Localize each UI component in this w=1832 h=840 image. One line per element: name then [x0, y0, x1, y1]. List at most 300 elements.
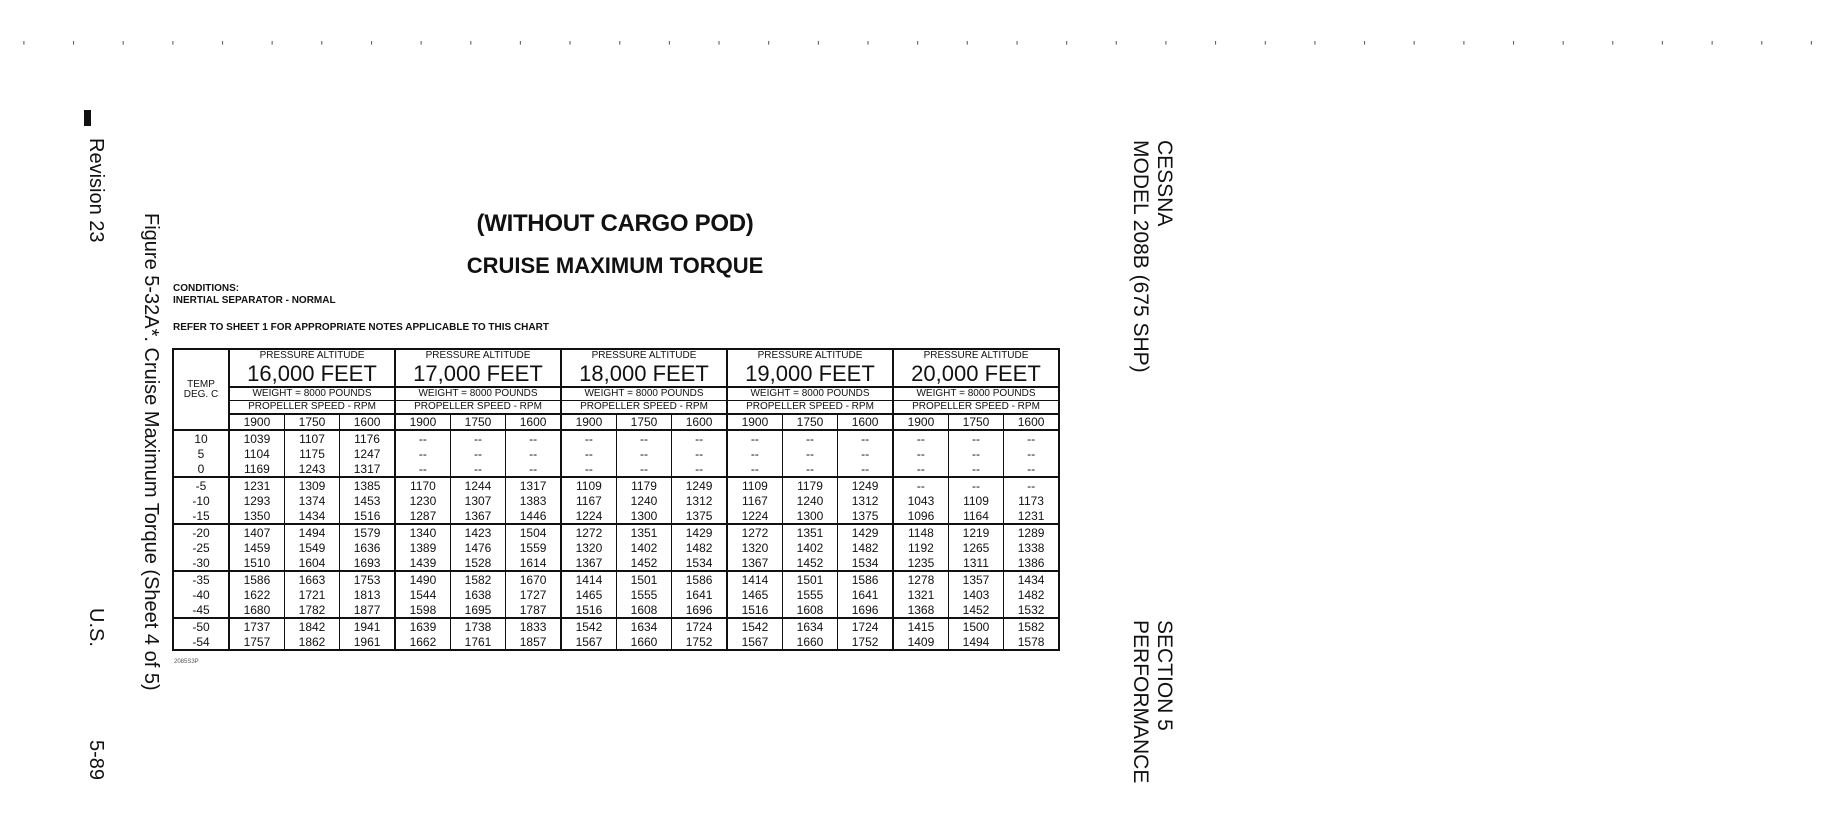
header-row-propeller-speed [173, 401, 1059, 415]
torque-value-cell: 1614 [506, 555, 561, 571]
pressure-altitude-label: PRESSURE ALTITUDE [893, 349, 1059, 362]
torque-value-cell: 1695 [450, 602, 505, 618]
torque-value-cell: 1311 [948, 555, 1003, 571]
temp-header-line2: DEG. C [183, 388, 219, 400]
torque-value-cell: 1857 [506, 634, 561, 650]
torque-value-cell: 1317 [506, 477, 561, 493]
torque-value-cell: 1787 [506, 602, 561, 618]
torque-value-cell: 1249 [838, 477, 893, 493]
torque-value-cell: 1446 [506, 508, 561, 524]
table-row [173, 587, 1059, 602]
torque-value-cell: 1516 [340, 508, 395, 524]
weight-label: WEIGHT = 8000 POUNDS [229, 387, 395, 401]
torque-value-cell: 1559 [506, 540, 561, 555]
torque-value-cell: 1494 [284, 524, 339, 540]
torque-value-cell: 1109 [948, 493, 1003, 508]
cruise-torque-table [172, 348, 1060, 651]
torque-value-cell: 1375 [672, 508, 727, 524]
torque-value-cell: 1287 [395, 508, 450, 524]
torque-value-cell: 1179 [616, 477, 671, 493]
torque-value-cell: 1235 [893, 555, 948, 571]
chart-subtitle: (WITHOUT CARGO POD) [476, 210, 754, 237]
torque-value-cell: 1338 [1004, 540, 1059, 555]
torque-value-cell: -- [1004, 461, 1059, 477]
torque-value-cell: 1414 [561, 571, 616, 587]
torque-value-cell: 1340 [395, 524, 450, 540]
torque-value-cell: 1249 [672, 477, 727, 493]
torque-value-cell: 1272 [561, 524, 616, 540]
rpm-label: 1600 [340, 414, 395, 430]
torque-value-cell: -- [450, 446, 505, 461]
torque-value-cell: -- [616, 430, 671, 446]
torque-value-cell: 1693 [340, 555, 395, 571]
temp-cell: -30 [173, 555, 229, 571]
revision-bar-mark [84, 110, 91, 126]
torque-value-cell: 1582 [1004, 618, 1059, 634]
torque-value-cell: -- [506, 461, 561, 477]
torque-value-cell: 1555 [782, 587, 837, 602]
torque-value-cell: 1724 [672, 618, 727, 634]
torque-value-cell: -- [672, 446, 727, 461]
temp-cell: -20 [173, 524, 229, 540]
torque-value-cell: 1510 [229, 555, 284, 571]
torque-value-cell: 1240 [782, 493, 837, 508]
torque-value-cell: 1528 [450, 555, 505, 571]
temp-cell: -5 [173, 477, 229, 493]
torque-value-cell: 1727 [506, 587, 561, 602]
propeller-speed-label: PROPELLER SPEED - RPM [229, 401, 395, 415]
torque-value-cell: 1170 [395, 477, 450, 493]
torque-value-cell: -- [893, 477, 948, 493]
rpm-label: 1750 [616, 414, 671, 430]
torque-value-cell: 1608 [782, 602, 837, 618]
rpm-label: 1600 [838, 414, 893, 430]
torque-value-cell: 1579 [340, 524, 395, 540]
torque-value-cell: 1224 [727, 508, 782, 524]
torque-value-cell: 1230 [395, 493, 450, 508]
conditions-value: INERTIAL SEPARATOR - NORMAL [173, 295, 336, 306]
torque-value-cell: 1941 [340, 618, 395, 634]
torque-value-cell: -- [782, 446, 837, 461]
rpm-label: 1900 [229, 414, 284, 430]
pressure-altitude-label: PRESSURE ALTITUDE [561, 349, 727, 362]
torque-value-cell: -- [672, 461, 727, 477]
torque-value-cell: 1407 [229, 524, 284, 540]
torque-value-cell: 1961 [340, 634, 395, 650]
torque-value-cell: 1670 [506, 571, 561, 587]
torque-value-cell: -- [948, 477, 1003, 493]
torque-value-cell: 1696 [838, 602, 893, 618]
torque-value-cell: 1504 [506, 524, 561, 540]
torque-value-cell: 1476 [450, 540, 505, 555]
torque-value-cell: 1452 [782, 555, 837, 571]
torque-value-cell: 1243 [284, 461, 339, 477]
header-row-weight [173, 387, 1059, 401]
table-row [173, 508, 1059, 524]
temp-cell: 0 [173, 461, 229, 477]
torque-value-cell: 1231 [1004, 508, 1059, 524]
torque-value-cell: 1389 [395, 540, 450, 555]
altitude-label: 18,000 FEET [561, 362, 727, 387]
torque-value-cell: 1244 [450, 477, 505, 493]
torque-value-cell: 1293 [229, 493, 284, 508]
header-row-altitude [173, 362, 1059, 387]
torque-value-cell: -- [506, 430, 561, 446]
torque-value-cell: 1300 [616, 508, 671, 524]
torque-value-cell: 1501 [616, 571, 671, 587]
torque-value-cell: -- [782, 461, 837, 477]
altitude-label: 17,000 FEET [395, 362, 561, 387]
torque-value-cell: 1752 [838, 634, 893, 650]
header-row-rpm [173, 414, 1059, 430]
torque-value-cell: -- [782, 430, 837, 446]
torque-value-cell: 1724 [838, 618, 893, 634]
torque-value-cell: 1307 [450, 493, 505, 508]
torque-value-cell: 1663 [284, 571, 339, 587]
torque-value-cell: 1501 [782, 571, 837, 587]
torque-value-cell: 1350 [229, 508, 284, 524]
torque-value-cell: 1482 [1004, 587, 1059, 602]
pressure-altitude-label: PRESSURE ALTITUDE [229, 349, 395, 362]
torque-value-cell: 1300 [782, 508, 837, 524]
altitude-label: 20,000 FEET [893, 362, 1059, 387]
torque-value-cell: 1877 [340, 602, 395, 618]
revision-label: Revision 23 [85, 138, 107, 243]
rpm-label: 1600 [506, 414, 561, 430]
table-row [173, 446, 1059, 461]
temp-cell: -25 [173, 540, 229, 555]
torque-value-cell: 1278 [893, 571, 948, 587]
torque-value-cell: 1622 [229, 587, 284, 602]
torque-value-cell: 1465 [561, 587, 616, 602]
torque-value-cell: -- [1004, 430, 1059, 446]
temp-cell: -10 [173, 493, 229, 508]
temp-cell: 5 [173, 446, 229, 461]
propeller-speed-label: PROPELLER SPEED - RPM [561, 401, 727, 415]
model-label: MODEL 208B (675 SHP) [1129, 140, 1152, 373]
torque-value-cell: 1367 [561, 555, 616, 571]
section-block [1128, 620, 1176, 783]
torque-value-cell: 1586 [838, 571, 893, 587]
torque-value-cell: 1231 [229, 477, 284, 493]
table-row [173, 540, 1059, 555]
torque-value-cell: 1429 [838, 524, 893, 540]
rpm-label: 1600 [672, 414, 727, 430]
torque-value-cell: -- [672, 430, 727, 446]
torque-value-cell: 1582 [450, 571, 505, 587]
torque-value-cell: 1312 [838, 493, 893, 508]
torque-value-cell: 1598 [395, 602, 450, 618]
page-number: 5-89 [85, 740, 107, 781]
torque-value-cell: 1586 [672, 571, 727, 587]
torque-value-cell: 1542 [727, 618, 782, 634]
torque-value-cell: 1104 [229, 446, 284, 461]
torque-value-cell: -- [616, 446, 671, 461]
torque-value-cell: 1634 [782, 618, 837, 634]
torque-value-cell: 1385 [340, 477, 395, 493]
figure-caption: Figure 5-32A*. Cruise Maximum Torque (Sheet 4 of 5) [140, 213, 162, 691]
torque-value-cell: 1782 [284, 602, 339, 618]
torque-value-cell: 1453 [340, 493, 395, 508]
temp-header [173, 349, 229, 430]
torque-value-cell: 1402 [616, 540, 671, 555]
table-row [173, 461, 1059, 477]
rpm-label: 1900 [395, 414, 450, 430]
torque-value-cell: 1039 [229, 430, 284, 446]
torque-value-cell: 1367 [727, 555, 782, 571]
torque-value-cell: -- [948, 446, 1003, 461]
torque-value-cell: 1240 [616, 493, 671, 508]
rpm-label: 1900 [893, 414, 948, 430]
table-row [173, 477, 1059, 493]
torque-value-cell: 1357 [948, 571, 1003, 587]
rpm-label: 1750 [450, 414, 505, 430]
torque-value-cell: 1465 [727, 587, 782, 602]
torque-value-cell: 1320 [561, 540, 616, 555]
torque-value-cell: -- [948, 430, 1003, 446]
torque-value-cell: 1109 [727, 477, 782, 493]
torque-value-cell: 1423 [450, 524, 505, 540]
altitude-label: 16,000 FEET [229, 362, 395, 387]
torque-value-cell: 1367 [450, 508, 505, 524]
temp-cell: -50 [173, 618, 229, 634]
torque-value-cell: 1641 [672, 587, 727, 602]
temp-cell: -45 [173, 602, 229, 618]
torque-value-cell: -- [1004, 446, 1059, 461]
torque-value-cell: 1167 [727, 493, 782, 508]
altitude-label: 19,000 FEET [727, 362, 893, 387]
torque-value-cell: 1757 [229, 634, 284, 650]
torque-value-cell: 1179 [782, 477, 837, 493]
torque-value-cell: 1567 [727, 634, 782, 650]
torque-value-cell: -- [450, 461, 505, 477]
torque-value-cell: 1534 [838, 555, 893, 571]
torque-value-cell: 1272 [727, 524, 782, 540]
torque-value-cell: 1833 [506, 618, 561, 634]
torque-value-cell: 1375 [838, 508, 893, 524]
torque-value-cell: -- [893, 461, 948, 477]
torque-value-cell: 1043 [893, 493, 948, 508]
torque-value-cell: 1482 [672, 540, 727, 555]
torque-value-cell: 1351 [782, 524, 837, 540]
propeller-speed-label: PROPELLER SPEED - RPM [727, 401, 893, 415]
torque-value-cell: 1586 [229, 571, 284, 587]
torque-value-cell: -- [561, 461, 616, 477]
figure-code: 2085S3P [174, 659, 199, 665]
torque-value-cell: 1752 [672, 634, 727, 650]
torque-value-cell: 1737 [229, 618, 284, 634]
torque-value-cell: 1638 [450, 587, 505, 602]
torque-value-cell: 1738 [450, 618, 505, 634]
torque-value-cell: 1452 [948, 602, 1003, 618]
table-row [173, 430, 1059, 446]
torque-value-cell: 1567 [561, 634, 616, 650]
rpm-label: 1900 [561, 414, 616, 430]
torque-value-cell: 1459 [229, 540, 284, 555]
torque-value-cell: -- [727, 446, 782, 461]
torque-value-cell: 1175 [284, 446, 339, 461]
maker-label: CESSNA [1153, 140, 1176, 227]
weight-label: WEIGHT = 8000 POUNDS [893, 387, 1059, 401]
torque-value-cell: 1516 [727, 602, 782, 618]
torque-value-cell: 1247 [340, 446, 395, 461]
torque-value-cell: -- [561, 446, 616, 461]
torque-value-cell: -- [893, 430, 948, 446]
temp-cell: -15 [173, 508, 229, 524]
torque-value-cell: 1634 [616, 618, 671, 634]
torque-value-cell: -- [838, 446, 893, 461]
pressure-altitude-label: PRESSURE ALTITUDE [727, 349, 893, 362]
torque-value-cell: 1542 [561, 618, 616, 634]
torque-value-cell: 1555 [616, 587, 671, 602]
torque-value-cell: 1439 [395, 555, 450, 571]
rpm-label: 1600 [1004, 414, 1059, 430]
chart-title: CRUISE MAXIMUM TORQUE [466, 253, 764, 278]
weight-label: WEIGHT = 8000 POUNDS [395, 387, 561, 401]
torque-value-cell: -- [893, 446, 948, 461]
temp-cell: -35 [173, 571, 229, 587]
header-block [1128, 140, 1176, 373]
section-label: SECTION 5 [1153, 620, 1176, 731]
torque-value-cell: 1549 [284, 540, 339, 555]
torque-value-cell: 1409 [893, 634, 948, 650]
torque-value-cell: 1192 [893, 540, 948, 555]
propeller-speed-label: PROPELLER SPEED - RPM [893, 401, 1059, 415]
torque-value-cell: -- [616, 461, 671, 477]
torque-value-cell: -- [727, 461, 782, 477]
torque-value-cell: 1544 [395, 587, 450, 602]
conditions-block [173, 283, 336, 307]
torque-value-cell: 1320 [727, 540, 782, 555]
torque-value-cell: 1164 [948, 508, 1003, 524]
torque-value-cell: -- [395, 446, 450, 461]
temp-cell: -40 [173, 587, 229, 602]
torque-value-cell: 1429 [672, 524, 727, 540]
table-row [173, 493, 1059, 508]
torque-value-cell: -- [1004, 477, 1059, 493]
torque-value-cell: 1351 [616, 524, 671, 540]
weight-label: WEIGHT = 8000 POUNDS [727, 387, 893, 401]
torque-value-cell: 1096 [893, 508, 948, 524]
temp-cell: 10 [173, 430, 229, 446]
torque-value-cell: 1224 [561, 508, 616, 524]
region-label: U.S. [85, 608, 107, 647]
table-row [173, 555, 1059, 571]
torque-value-cell: 1167 [561, 493, 616, 508]
torque-value-cell: 1321 [893, 587, 948, 602]
torque-value-cell: 1173 [1004, 493, 1059, 508]
torque-value-cell: 1219 [948, 524, 1003, 540]
section-title: PERFORMANCE [1129, 620, 1152, 784]
torque-value-cell: 1680 [229, 602, 284, 618]
torque-value-cell: 1452 [616, 555, 671, 571]
torque-value-cell: -- [727, 430, 782, 446]
torque-value-cell: 1500 [948, 618, 1003, 634]
torque-value-cell: -- [395, 461, 450, 477]
torque-value-cell: 1374 [284, 493, 339, 508]
torque-value-cell: 1107 [284, 430, 339, 446]
torque-value-cell: 1842 [284, 618, 339, 634]
torque-value-cell: 1636 [340, 540, 395, 555]
torque-value-cell: 1761 [450, 634, 505, 650]
temp-cell: -54 [173, 634, 229, 650]
torque-value-cell: 1660 [616, 634, 671, 650]
temp-header-line1: TEMP [187, 378, 215, 390]
torque-value-cell: 1148 [893, 524, 948, 540]
torque-value-cell: 1604 [284, 555, 339, 571]
rpm-label: 1750 [782, 414, 837, 430]
torque-value-cell: 1494 [948, 634, 1003, 650]
torque-value-cell: 1696 [672, 602, 727, 618]
scan-artifact-dots: ' ' ' ' ' ' ' ' ' ' ' ' ' ' ' ' ' ' ' ' ' ' ' ' ' ' ' ' ' ' ' ' ' ' ' ' ' [20, 40, 1832, 55]
torque-value-cell: 1813 [340, 587, 395, 602]
rpm-label: 1750 [284, 414, 339, 430]
torque-value-cell: 1176 [340, 430, 395, 446]
torque-value-cell: 1383 [506, 493, 561, 508]
table-row [173, 602, 1059, 618]
propeller-speed-label: PROPELLER SPEED - RPM [395, 401, 561, 415]
torque-value-cell: 1386 [1004, 555, 1059, 571]
rpm-label: 1750 [948, 414, 1003, 430]
torque-value-cell: 1516 [561, 602, 616, 618]
conditions-label: CONDITIONS: [173, 283, 240, 294]
rpm-label: 1900 [727, 414, 782, 430]
torque-value-cell: -- [395, 430, 450, 446]
torque-value-cell: 1578 [1004, 634, 1059, 650]
torque-value-cell: 1482 [838, 540, 893, 555]
torque-value-cell: 1169 [229, 461, 284, 477]
torque-value-cell: 1403 [948, 587, 1003, 602]
torque-value-cell: 1317 [340, 461, 395, 477]
torque-value-cell: 1434 [1004, 571, 1059, 587]
torque-value-cell: 1414 [727, 571, 782, 587]
torque-value-cell: 1490 [395, 571, 450, 587]
torque-value-cell: 1434 [284, 508, 339, 524]
refer-note: REFER TO SHEET 1 FOR APPROPRIATE NOTES APPLICABLE TO THIS CHART [173, 322, 549, 333]
table-row [173, 634, 1059, 650]
torque-value-cell: 1639 [395, 618, 450, 634]
weight-label: WEIGHT = 8000 POUNDS [561, 387, 727, 401]
torque-value-cell: -- [506, 446, 561, 461]
torque-value-cell: 1309 [284, 477, 339, 493]
pressure-altitude-label: PRESSURE ALTITUDE [395, 349, 561, 362]
table-row [173, 524, 1059, 540]
torque-value-cell: -- [450, 430, 505, 446]
torque-value-cell: -- [838, 430, 893, 446]
torque-value-cell: 1312 [672, 493, 727, 508]
torque-value-cell: 1402 [782, 540, 837, 555]
torque-value-cell: 1415 [893, 618, 948, 634]
torque-value-cell: -- [561, 430, 616, 446]
torque-value-cell: 1862 [284, 634, 339, 650]
torque-value-cell: 1289 [1004, 524, 1059, 540]
torque-value-cell: 1368 [893, 602, 948, 618]
torque-value-cell: 1641 [838, 587, 893, 602]
torque-value-cell: -- [948, 461, 1003, 477]
torque-value-cell: 1532 [1004, 602, 1059, 618]
table-row [173, 571, 1059, 587]
torque-value-cell: 1265 [948, 540, 1003, 555]
torque-value-cell: 1662 [395, 634, 450, 650]
torque-value-cell: -- [838, 461, 893, 477]
torque-value-cell: 1660 [782, 634, 837, 650]
torque-value-cell: 1109 [561, 477, 616, 493]
table-row [173, 618, 1059, 634]
torque-value-cell: 1534 [672, 555, 727, 571]
torque-value-cell: 1721 [284, 587, 339, 602]
torque-value-cell: 1753 [340, 571, 395, 587]
torque-value-cell: 1608 [616, 602, 671, 618]
